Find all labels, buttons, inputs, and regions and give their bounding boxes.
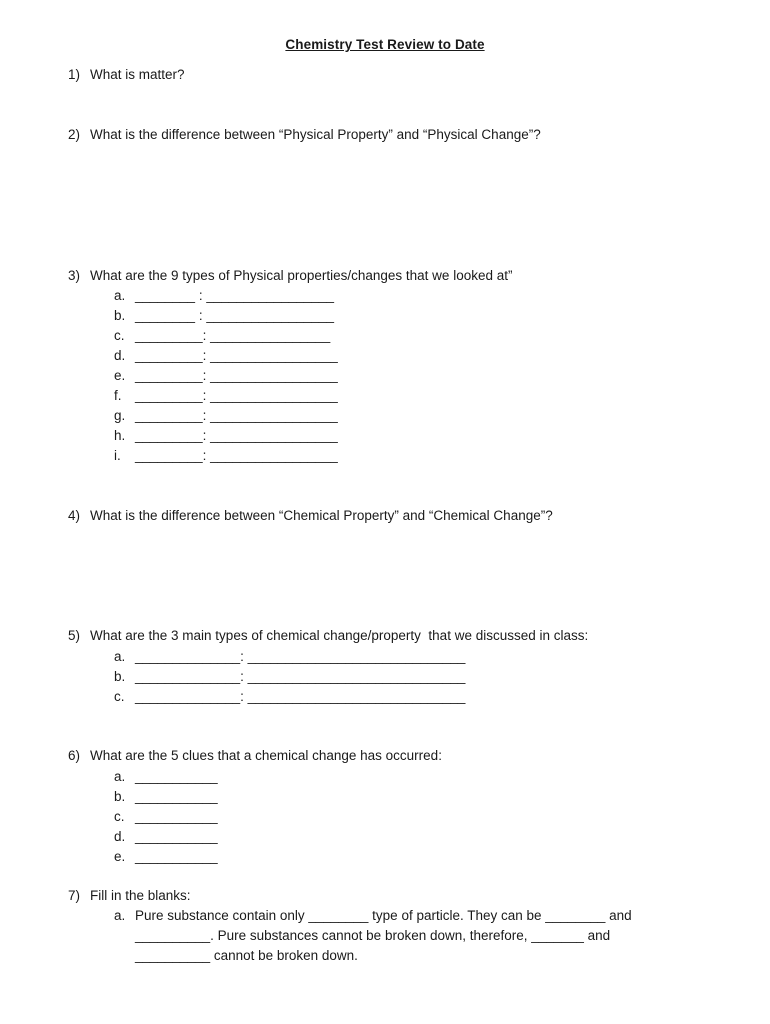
blank-line: ___________	[135, 809, 218, 824]
item-letter: b.	[114, 308, 126, 323]
blank-line: _________: _________________	[135, 448, 338, 463]
item-letter: h.	[114, 428, 126, 443]
answer-line	[114, 406, 338, 426]
answer-line	[114, 286, 334, 306]
question-text: Fill in the blanks:	[90, 888, 191, 903]
answer-line	[114, 647, 465, 667]
item-letter: e.	[114, 849, 126, 864]
answer-line	[114, 426, 338, 446]
item-letter: b.	[114, 669, 126, 684]
answer-line	[114, 847, 218, 867]
answer-line	[114, 687, 465, 707]
answer-line	[114, 306, 334, 326]
fill-in-text: Pure substance contain only ________ type of particle. They can be ________ and	[135, 908, 632, 923]
blank-line: _________: _________________	[135, 348, 338, 363]
question-text: What are the 9 types of Physical properties/changes that we looked at”	[90, 268, 513, 283]
item-letter: c.	[114, 328, 125, 343]
question-number: 5)	[68, 628, 81, 643]
item-letter: b.	[114, 789, 126, 804]
question-number: 2)	[68, 127, 81, 142]
blank-line: ______________: _____________________________	[135, 669, 466, 684]
item-letter: c.	[114, 689, 125, 704]
item-letter: e.	[114, 368, 126, 383]
blank-line: ___________	[135, 769, 218, 784]
item-letter: a.	[114, 288, 126, 303]
question-3	[68, 266, 512, 286]
page-title: Chemistry Test Review to Date	[285, 37, 485, 52]
fill-in-continuation: __________. Pure substances cannot be broken down, therefore, _______ and	[135, 928, 611, 943]
item-letter: d.	[114, 829, 126, 844]
blank-line: ___________	[135, 849, 218, 864]
answer-line	[114, 326, 330, 346]
item-letter: a.	[114, 908, 126, 923]
question-number: 7)	[68, 888, 81, 903]
question-number: 3)	[68, 268, 81, 283]
blank-line: ___________	[135, 829, 218, 844]
blank-line: _________: _________________	[135, 368, 338, 383]
question-7	[68, 886, 191, 906]
item-letter: g.	[114, 408, 126, 423]
question-number: 1)	[68, 67, 81, 82]
blank-line: ______________: _____________________________	[135, 689, 466, 704]
answer-line	[114, 827, 218, 847]
answer-line	[114, 767, 218, 787]
question-6	[68, 746, 442, 766]
item-letter: a.	[114, 649, 126, 664]
answer-line	[114, 807, 218, 827]
question-number: 4)	[68, 508, 81, 523]
blank-line: ______________: _____________________________	[135, 649, 466, 664]
question-4	[68, 506, 553, 526]
answer-line	[114, 386, 338, 406]
item-letter: c.	[114, 809, 125, 824]
fill-in-continuation: __________ cannot be broken down.	[135, 948, 358, 963]
answer-line	[114, 366, 338, 386]
answer-line	[114, 346, 338, 366]
blank-line: _________: ________________	[135, 328, 331, 343]
item-letter: a.	[114, 769, 126, 784]
blank-line: ________ : _________________	[135, 308, 334, 323]
blank-line: _________: _________________	[135, 408, 338, 423]
blank-line: ________ : _________________	[135, 288, 334, 303]
question-text: What are the 3 main types of chemical change/property that we discussed in class:	[90, 628, 589, 643]
question-5	[68, 626, 588, 646]
question-number: 6)	[68, 748, 81, 763]
blank-line: _________: _________________	[135, 388, 338, 403]
answer-line	[114, 667, 465, 687]
question-text: What is the difference between “Physical Property” and “Physical Change”?	[90, 127, 541, 142]
question-text: What is the difference between “Chemical Property” and “Chemical Change”?	[90, 508, 553, 523]
question-1	[68, 65, 185, 85]
fill-in-item	[114, 906, 632, 926]
item-letter: d.	[114, 348, 126, 363]
item-letter: i.	[114, 448, 121, 463]
item-letter: f.	[114, 388, 122, 403]
question-text: What is matter?	[90, 67, 185, 82]
question-text: What are the 5 clues that a chemical change has occurred:	[90, 748, 442, 763]
answer-line	[114, 787, 218, 807]
blank-line: _________: _________________	[135, 428, 338, 443]
answer-line	[114, 446, 338, 466]
question-2	[68, 125, 541, 145]
blank-line: ___________	[135, 789, 218, 804]
